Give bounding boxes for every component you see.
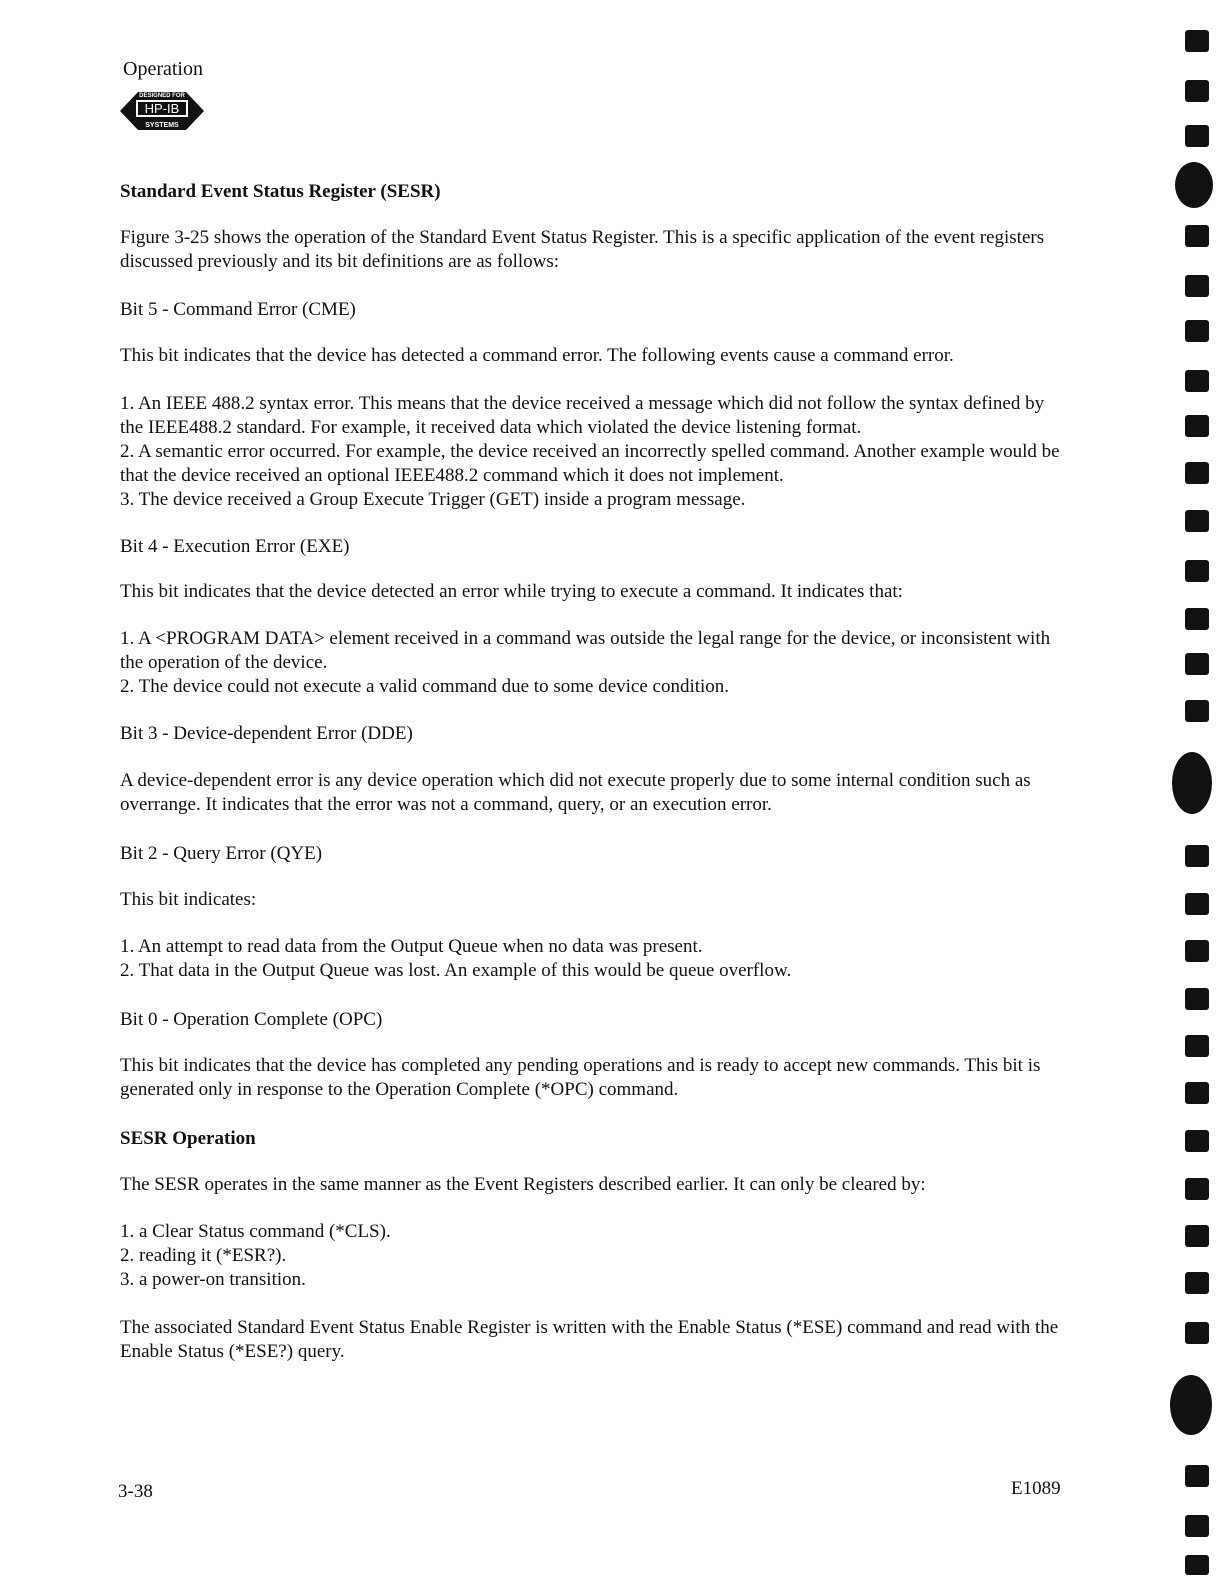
sesr-clear-item-2: 2. reading it (*ESR?). (120, 1245, 287, 1266)
closing-paragraph: The associated Standard Event Status Enable Register is written with the Enable Status (*ESE) command and read with the Enable Status (*ESE?) query. (120, 1317, 1059, 1362)
edge-mark (1185, 608, 1209, 630)
bit2-heading: Bit 2 - Query Error (QYE) (120, 843, 323, 864)
edge-mark (1185, 653, 1209, 675)
bit5-item-2: 2. A semantic error occurred. For example, the device received an incorrectly spelled command. Another example would be that the device received an optional IEEE488.2 command which it does not implement. (120, 441, 1060, 486)
bit4-heading: Bit 4 - Execution Error (EXE) (120, 536, 350, 557)
bit2-item-1: 1. An attempt to read data from the Output Queue when no data was present. (120, 936, 703, 957)
edge-mark (1185, 1035, 1209, 1057)
page-title: Standard Event Status Register (SESR) (120, 181, 441, 202)
bit2-list (120, 935, 1070, 983)
edge-mark (1185, 1082, 1209, 1104)
edge-mark (1185, 80, 1209, 102)
hpib-logo-graphic (118, 86, 206, 136)
bit5-description: This bit indicates that the device has detected a command error. The following events cause a command error. (120, 345, 954, 366)
edge-mark (1185, 125, 1209, 147)
edge-mark (1185, 462, 1209, 484)
page-number: 3-38 (118, 1481, 153, 1502)
edge-mark (1185, 275, 1209, 297)
bit4-item-1: 1. A <PROGRAM DATA> element received in a command was outside the legal range for the device, or inconsistent with the operation of the device. (120, 628, 1051, 673)
bit4-description: This bit indicates that the device detected an error while trying to execute a command. It indicates that: (120, 581, 903, 602)
edge-mark (1185, 415, 1209, 437)
edge-mark (1185, 1322, 1209, 1344)
edge-mark (1185, 510, 1209, 532)
bit3-description: A device-dependent error is any device operation which did not execute properly due to some internal condition such as overrange. It indicates that the error was not a command, query, or an execution error. (120, 770, 1031, 815)
logo-top-text: DESIGNED FOR (139, 93, 185, 99)
bit0-heading: Bit 0 - Operation Complete (OPC) (120, 1009, 383, 1030)
sesr-clear-item-1: 1. a Clear Status command (*CLS). (120, 1221, 391, 1242)
edge-mark (1185, 320, 1209, 342)
section-label: Operation (123, 58, 203, 80)
edge-mark (1185, 940, 1209, 962)
edge-mark (1185, 1555, 1209, 1575)
intro-paragraph: Figure 3-25 shows the operation of the Standard Event Status Register. This is a specific application of the event registers discussed previously and its bit definitions are as follows: (120, 227, 1045, 272)
bit5-item-1: 1. An IEEE 488.2 syntax error. This means that the device received a message which did not follow the syntax defined by the IEEE488.2 standard. For example, it received data which violated the device listening format. (120, 393, 1045, 438)
edge-mark (1185, 370, 1209, 392)
edge-mark (1185, 700, 1209, 722)
logo-main-text: HP-IB (144, 101, 180, 116)
bit5-list (120, 392, 1070, 512)
edge-mark (1185, 1178, 1209, 1200)
edge-mark (1185, 30, 1209, 52)
edge-mark (1185, 225, 1209, 247)
edge-mark (1185, 1515, 1209, 1537)
bit5-heading: Bit 5 - Command Error (CME) (120, 299, 356, 320)
document-id: E1089 (1011, 1478, 1061, 1499)
edge-mark (1185, 845, 1209, 867)
sesr-clear-item-3: 3. a power-on transition. (120, 1269, 306, 1290)
edge-mark (1185, 560, 1209, 582)
hpib-logo (118, 86, 206, 142)
bit4-item-2: 2. The device could not execute a valid command due to some device condition. (120, 676, 730, 697)
sesr-operation-heading: SESR Operation (120, 1128, 256, 1149)
edge-hole (1172, 752, 1212, 814)
bit2-description: This bit indicates: (120, 889, 257, 910)
bit3-heading: Bit 3 - Device-dependent Error (DDE) (120, 723, 413, 744)
edge-mark (1185, 988, 1209, 1010)
bit4-list (120, 627, 1070, 699)
sesr-operation-description: The SESR operates in the same manner as the Event Registers described earlier. It can only be cleared by: (120, 1174, 926, 1195)
edge-hole (1170, 1375, 1212, 1435)
bit0-description: This bit indicates that the device has completed any pending operations and is ready to accept new commands. This bit is generated only in response to the Operation Complete (*OPC) command. (120, 1055, 1041, 1100)
edge-mark (1185, 1225, 1209, 1247)
edge-mark (1185, 1130, 1209, 1152)
bit2-item-2: 2. That data in the Output Queue was lost. An example of this would be queue overflow. (120, 960, 792, 981)
sesr-clear-list (120, 1220, 1070, 1292)
edge-mark (1185, 1272, 1209, 1294)
edge-mark (1185, 893, 1209, 915)
logo-bottom-text: SYSTEMS (145, 122, 179, 129)
edge-mark (1185, 1465, 1209, 1487)
edge-hole (1175, 162, 1213, 208)
bit5-item-3: 3. The device received a Group Execute Trigger (GET) inside a program message. (120, 489, 746, 510)
